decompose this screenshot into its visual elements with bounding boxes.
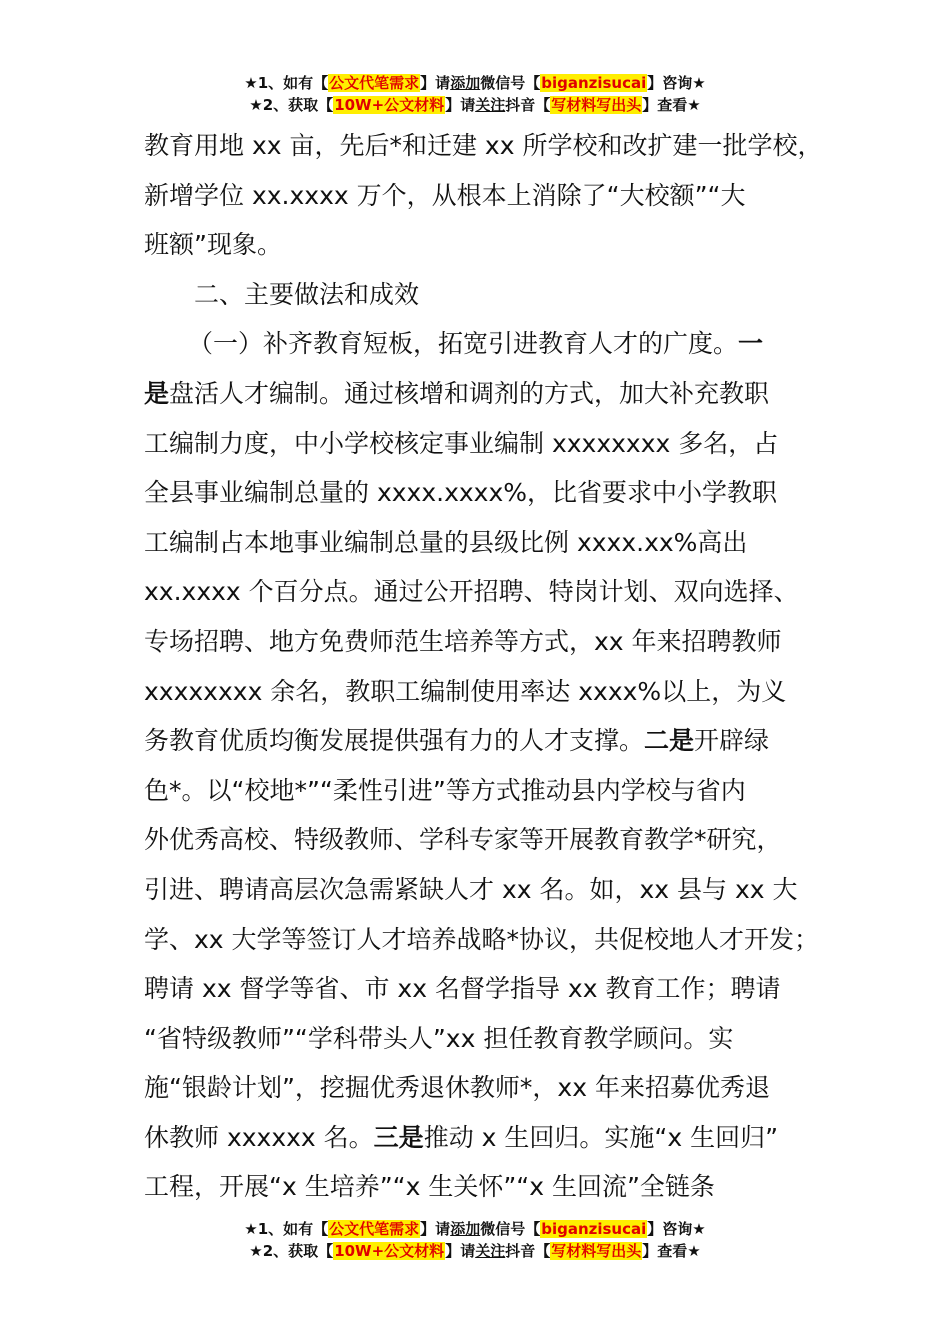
body-line: xx.xxxx 个百分点。通过公开招聘、特岗计划、双向选择、 (144, 577, 799, 607)
body-line: 工编制力度，中小学校核定事业编制 xxxxxxxx 多名，占 (144, 428, 779, 458)
body-line: 新增学位 xx.xxxx 万个，从根本上消除了“大校额”“大 (144, 180, 746, 210)
body-line (144, 369, 834, 419)
banner-underline: 添加 (450, 74, 481, 92)
body-line: “省特级教师”“学科带头人”xx 担任教育教学顾问。实 (144, 1023, 734, 1053)
footer-banner (0, 1218, 950, 1262)
bold-marker: 一 (738, 329, 764, 359)
banner-text: 抖音【 (505, 96, 551, 114)
body-line: 色*。以“校地*”“柔性引进”等方式推动县内学校与省内 (144, 775, 746, 805)
banner-text: ★1、如有【 (244, 74, 329, 92)
bold-marker: 三是 (373, 1122, 424, 1152)
banner-highlight: 公文代笔需求 (329, 1220, 420, 1238)
banner-text: ★2、获取【 (249, 1242, 334, 1260)
banner-text: 】查看★ (642, 96, 701, 114)
banner-text: ★2、获取【 (249, 96, 334, 114)
body-line: xxxxxxxx 余名，教职工编制使用率达 xxxx%以上，为义 (144, 676, 787, 706)
body-line: 工程，开展“x 生培养”“x 生关怀”“x 生回流”全链条 (144, 1172, 715, 1202)
section-heading: 二、主要做法和成效 (194, 279, 420, 309)
body-line: 施“银龄计划”，挖掘优秀退休教师*，xx 年来招募优秀退 (144, 1073, 770, 1103)
banner-row-1 (0, 72, 950, 94)
banner-highlight: 10W+公文材料 (334, 1242, 445, 1260)
banner-highlight: 10W+公文材料 (334, 96, 445, 114)
body-line: 教育用地 xx 亩，先后*和迁建 xx 所学校和改扩建一批学校， (144, 131, 823, 160)
document-body (144, 121, 834, 1212)
body-text: 开辟绿 (694, 726, 770, 756)
banner-highlight: 写材料写出头 (551, 96, 642, 114)
subsection-heading: （一）补齐教育短板，拓宽引进教育人才的广度。 (188, 329, 739, 359)
banner-text: 】咨询★ (647, 1220, 706, 1238)
body-text: 盘活人才编制。通过核增和调剂的方式，加大补充教职 (169, 378, 770, 408)
body-line: 聘请 xx 督学等省、市 xx 名督学指导 xx 教育工作；聘请 (144, 974, 781, 1004)
banner-underline: 添加 (450, 1220, 481, 1238)
banner-text: 】查看★ (642, 1242, 701, 1260)
body-line: 班额”现象。 (144, 230, 282, 260)
body-line (144, 716, 834, 766)
banner-highlight: biganzisucai (541, 1220, 647, 1238)
banner-underline: 关注 (475, 1242, 506, 1260)
body-line: 外优秀高校、特级教师、学科专家等开展教育教学*研究， (144, 825, 782, 855)
body-line (144, 1113, 834, 1163)
banner-text: 】咨询★ (647, 74, 706, 92)
banner-text: 微信号【 (480, 1220, 541, 1238)
body-text: 推动 x 生回归。实施“x 生回归” (423, 1122, 779, 1152)
bold-marker: 是 (144, 378, 170, 408)
banner-text: 】请 (420, 1220, 451, 1238)
body-line: 工编制占本地事业编制总量的县级比例 xxxx.xx%高出 (144, 527, 748, 557)
banner-text: 】请 (420, 74, 451, 92)
banner-row-1 (0, 1218, 950, 1240)
body-line: 引进、聘请高层次急需紧缺人才 xx 名。如，xx 县与 xx 大 (144, 874, 798, 904)
body-line: 学、xx 大学等签订人才培养战略*协议，共促校地人才开发； (144, 924, 820, 954)
header-banner (0, 72, 950, 116)
banner-highlight: biganzisucai (541, 74, 647, 92)
body-line: 全县事业编制总量的 xxxx.xxxx%，比省要求中小学教职 (144, 478, 778, 508)
body-text: 休教师 xxxxxx 名。 (144, 1122, 374, 1152)
banner-row-2 (0, 1240, 950, 1262)
bold-marker: 二是 (644, 726, 695, 756)
banner-highlight: 写材料写出头 (551, 1242, 642, 1260)
body-text: 务教育优质均衡发展提供强有力的人才支撑。 (144, 726, 645, 756)
banner-text: 】请 (445, 96, 476, 114)
banner-text: 微信号【 (480, 74, 541, 92)
banner-text: ★1、如有【 (244, 1220, 329, 1238)
banner-text: 抖音【 (505, 1242, 551, 1260)
banner-text: 】请 (445, 1242, 476, 1260)
banner-row-2 (0, 94, 950, 116)
body-line (144, 319, 834, 369)
body-line: 专场招聘、地方免费师范生培养等方式，xx 年来招聘教师 (144, 626, 782, 656)
banner-underline: 关注 (475, 96, 506, 114)
banner-highlight: 公文代笔需求 (329, 74, 420, 92)
